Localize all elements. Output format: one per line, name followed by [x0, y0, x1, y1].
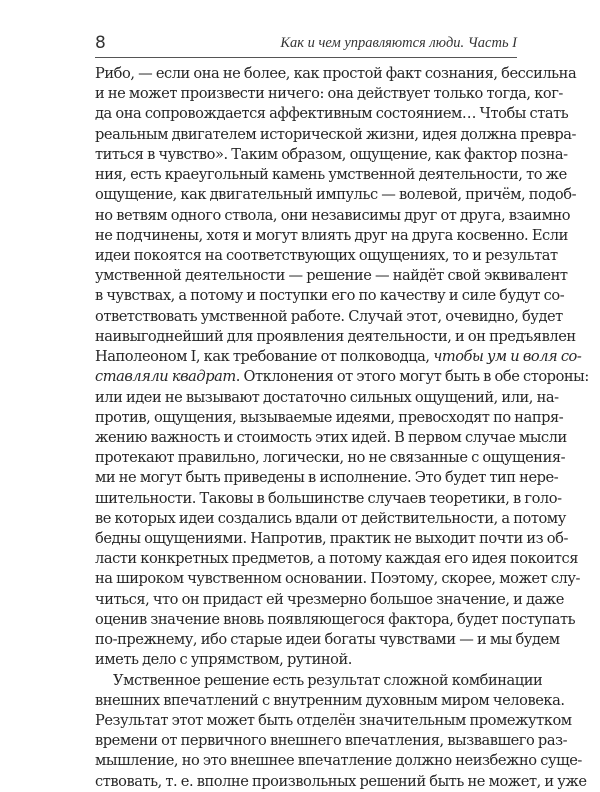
text-line: протекают правильно, логически, но не связанные с ощущения- [95, 449, 566, 467]
text-line: бедны ощущениями. Напротив, практик не выходит почти из об- [95, 530, 568, 548]
text-line: времени от первичного внешнего впечатления, вызвавшего раз- [95, 732, 568, 750]
text-line: ствовать, т. е. вполне произвольных решений быть не может, и уже [95, 772, 587, 790]
running-title: Как и чем управляются люди. Часть I [280, 35, 517, 51]
text-span: Наполеоном I, как требование от полководца, [95, 348, 434, 366]
page-header [95, 34, 517, 54]
paragraph-1 [95, 64, 589, 671]
text-line: ми не могут быть приведены в исполнение. Это будет тип нере- [95, 469, 559, 487]
text-line: Умственное решение есть результат сложной комбинации [113, 671, 543, 689]
text-line: по-прежнему, ибо старые идеи богаты чувствами — и мы будем [95, 631, 560, 649]
text-line: но ветвям одного ствола, они независимы друг от друга, взаимно [95, 206, 571, 224]
text-line: наивыгоднейший для проявления деятельности, и он предъявлен [95, 327, 576, 345]
text-line [95, 347, 582, 367]
text-line: реальным двигателем исторической жизни, идея должна превра- [95, 125, 576, 143]
text-line: читься, что он придаст ей чрезмерно большое значение, и даже [95, 590, 564, 608]
text-line: не подчинены, хотя и могут влиять друг на друга косвенно. Если [95, 226, 568, 244]
text-line: в чувствах, а потому и поступки его по качеству и силе будут со- [95, 287, 565, 305]
text-span: . Отклонения от этого могут быть в обе стороны: [235, 368, 589, 386]
text-line: и не может произвести ничего: она действует только тогда, ког- [95, 85, 563, 103]
page-number: 8 [95, 33, 106, 53]
text-line: ощущение, как двигательный импульс — волевой, причём, подоб- [95, 186, 577, 204]
text-line: умственной деятельности — решение — найдёт свой эквивалент [95, 267, 568, 285]
text-line: против, ощущения, вызываемые идеями, превосходят по напря- [95, 408, 564, 426]
text-line: на широком чувственном основании. Поэтому, скорее, может слу- [95, 570, 580, 588]
text-line: Рибо, — если она не более, как простой факт сознания, бессильна [95, 65, 577, 82]
text-line: или идеи не вызывают достаточно сильных ощущений, или, на- [95, 388, 559, 406]
text-line: да она сопровождается аффективным состоянием… Чтобы стать [95, 105, 569, 123]
text-line: Результат этот может быть отделён значительным промежутком [95, 712, 572, 729]
text-line: внешних впечатлений с внутренним духовным миром человека. [95, 691, 565, 709]
text-line: мышление, но это внешнее впечатление должно неизбежно суще- [95, 752, 582, 770]
text-line: титься в чувство». Таким образом, ощущение, как фактор позна- [95, 145, 568, 163]
text-line: идеи покоятся на соответствующих ощущениях, то и результат [95, 246, 558, 264]
text-line: шительности. Таковы в большинстве случаев теоретики, в голо- [95, 489, 562, 507]
italic-text: чтобы ум и воля со- [433, 348, 582, 366]
text-line: ответствовать умственной работе. Случай этот, очевидно, будет [95, 307, 563, 325]
italic-text: ставляли квадрат [95, 368, 236, 386]
text-line: ве которых идеи создались вдали от действительности, а потому [95, 509, 566, 527]
text-line: ласти конкретных предметов, а потому каждая его идея покоится [95, 550, 578, 568]
paragraph-2 [95, 671, 587, 792]
text-line: иметь дело с упрямством, рутиной. [95, 651, 352, 669]
text-line [95, 367, 589, 387]
body-text [95, 64, 589, 792]
text-line: ния, есть краеугольный камень умственной деятельности, то же [95, 166, 567, 184]
text-line: оценив значение вновь появляющегося фактора, будет поступать [95, 610, 576, 628]
header-rule [95, 57, 517, 58]
text-line: жению важность и стоимость этих идей. В первом случае мысли [95, 428, 567, 446]
